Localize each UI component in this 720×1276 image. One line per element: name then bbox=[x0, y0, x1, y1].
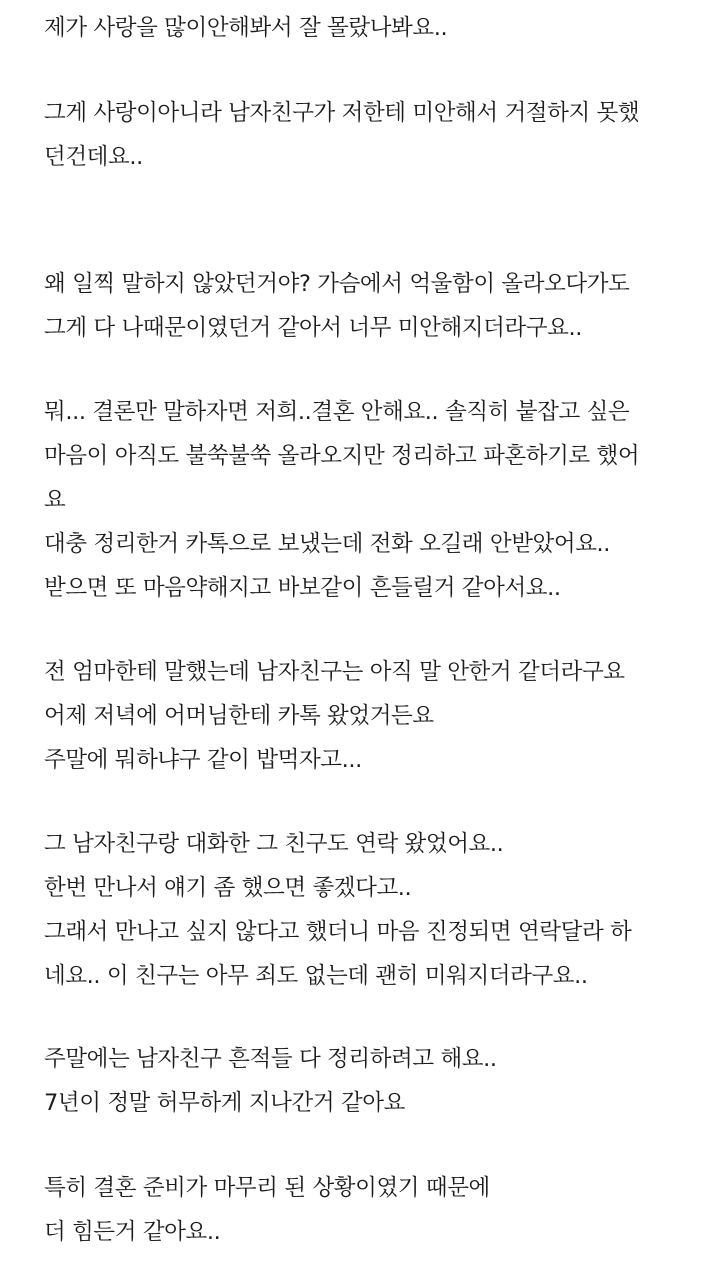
text-line: 그게 사랑이아니라 남자친구가 저한테 미안해서 거절하지 못했 bbox=[44, 100, 640, 126]
text-line: 그게 다 나때문이였던거 같아서 너무 미안해지더라구요.. bbox=[44, 315, 582, 341]
text-line: 대충 정리한거 카톡으로 보냈는데 전화 오길래 안받았어요.. bbox=[44, 531, 611, 557]
text-line: 어제 저녁에 어머님한테 카톡 왔었거든요 bbox=[44, 703, 434, 729]
text-line: 제가 사랑을 많이안해봐서 잘 몰랐나봐요.. bbox=[44, 15, 448, 41]
text-line: 전 엄마한테 말했는데 남자친구는 아직 말 안한거 같더라구요 bbox=[44, 659, 625, 685]
text-line: 주말에 뭐하냐구 같이 밥먹자고... bbox=[44, 747, 362, 773]
text-line: 한번 만나서 얘기 좀 했으면 좋겠다고.. bbox=[44, 875, 412, 901]
text-line: 그래서 만나고 싶지 않다고 했더니 마음 진정되면 연락달라 하 bbox=[44, 919, 632, 945]
text-line: 요 bbox=[44, 487, 66, 513]
text-line: 뭐... 결론만 말하자면 저희..결혼 안해요.. 솔직히 붙잡고 싶은 bbox=[44, 399, 630, 425]
text-line: 주말에는 남자친구 흔적들 다 정리하려고 해요.. bbox=[44, 1046, 497, 1072]
text-line: 네요.. 이 친구는 아무 죄도 없는데 괜히 미워지더라구요.. bbox=[44, 963, 588, 989]
text-line: 받으면 또 마음약해지고 바보같이 흔들릴거 같아서요.. bbox=[44, 575, 561, 601]
text-line: 특히 결혼 준비가 마무리 된 상황이였기 때문에 bbox=[44, 1175, 490, 1201]
text-line: 마음이 아직도 불쑥불쑥 올라오지만 정리하고 파혼하기로 했어 bbox=[44, 443, 640, 469]
text-line: 더 힘든거 같아요.. bbox=[44, 1219, 221, 1245]
text-line: 던건데요.. bbox=[44, 144, 143, 170]
text-line: 왜 일찍 말하지 않았던거야? 가슴에서 억울함이 올라오다가도 bbox=[44, 271, 630, 297]
text-line: 그 남자친구랑 대화한 그 친구도 연락 왔었어요.. bbox=[44, 831, 504, 857]
text-line: 7년이 정말 허무하게 지나간거 같아요 bbox=[44, 1090, 405, 1116]
